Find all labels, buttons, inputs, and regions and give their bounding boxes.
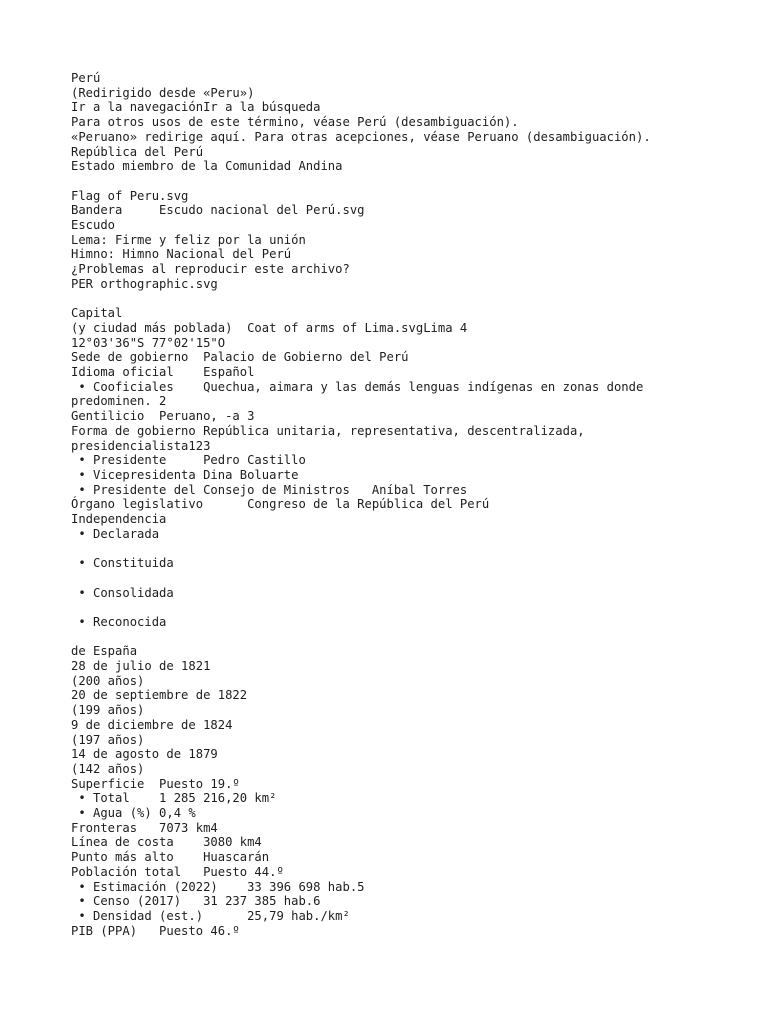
text-line: (Redirigido desde «Peru»)	[71, 85, 255, 100]
text-line: Gentilicio Peruano, -a 3	[71, 409, 255, 424]
text-line: 12°03'36"S 77°02'15"O	[71, 335, 226, 350]
text-line: • Declarada	[71, 526, 160, 541]
text-line: República del Perú	[71, 144, 204, 159]
text-line: • Total 1 285 216,20 km²	[71, 791, 277, 806]
text-line: • Presidente del Consejo de Ministros Aníbal Torres	[71, 482, 468, 497]
text-line: 14 de agosto de 1879	[71, 747, 218, 762]
text-line: • Censo (2017) 31 237 385 hab.6	[71, 894, 321, 909]
text-line: PIB (PPA) Puesto 46.º	[71, 923, 240, 938]
text-line: Sede de gobierno Palacio de Gobierno del Perú	[71, 350, 409, 365]
text-line: ¿Problemas al reproducir este archivo?	[71, 262, 350, 277]
text-line	[71, 571, 751, 586]
text-line	[71, 600, 751, 615]
text-line: Población total Puesto 44.º	[71, 864, 284, 879]
text-line: Perú	[71, 71, 101, 85]
text-line: PER orthographic.svg	[71, 276, 218, 291]
text-line: de España	[71, 644, 138, 659]
text-line: (199 años)	[71, 703, 145, 718]
text-line: Bandera Escudo nacional del Perú.svg	[71, 203, 365, 218]
text-line: Estado miembro de la Comunidad Andina	[71, 159, 343, 174]
text-line: • Presidente Pedro Castillo	[71, 453, 306, 468]
text-line	[71, 630, 751, 645]
text-line: 28 de julio de 1821	[71, 659, 211, 674]
text-line: (142 años)	[71, 761, 145, 776]
text-line: • Constituida	[71, 556, 174, 571]
text-line: (197 años)	[71, 732, 145, 747]
text-line: Idioma oficial Español	[71, 365, 255, 380]
text-line: Forma de gobierno República unitaria, representativa, descentralizada,	[71, 423, 585, 438]
text-line: Lema: Firme y feliz por la unión	[71, 232, 306, 247]
text-line: • Vicepresidenta Dina Boluarte	[71, 467, 299, 482]
text-line: Superficie Puesto 19.º	[71, 776, 240, 791]
text-line: (200 años)	[71, 673, 145, 688]
text-line: Punto más alto Huascarán	[71, 850, 270, 865]
text-line: 9 de diciembre de 1824	[71, 717, 233, 732]
text-line: Para otros usos de este término, véase Perú (desambiguación).	[71, 115, 519, 130]
text-line: Órgano legislativo Congreso de la República del Perú	[71, 497, 490, 512]
text-line: • Consolidada	[71, 585, 174, 600]
text-line	[71, 292, 751, 307]
text-line: • Reconocida	[71, 614, 167, 629]
text-line: Ir a la navegaciónIr a la búsqueda	[71, 100, 321, 115]
text-line: Escudo	[71, 218, 116, 233]
text-line: Flag of Peru.svg	[71, 188, 189, 203]
text-line: • Densidad (est.) 25,79 hab./km²	[71, 908, 350, 923]
text-line: 20 de septiembre de 1822	[71, 688, 248, 703]
text-line	[71, 541, 751, 556]
text-line	[71, 174, 751, 189]
text-line: «Peruano» redirige aquí. Para otras acepciones, véase Peruano (desambiguación).	[71, 129, 651, 144]
text-line: • Cooficiales Quechua, aimara y las demás lenguas indígenas en zonas donde	[71, 379, 644, 394]
text-line: (y ciudad más poblada) Coat of arms of Lima.svgLima 4	[71, 320, 468, 335]
document-text	[71, 71, 751, 938]
text-line: Línea de costa 3080 km4	[71, 835, 262, 850]
text-line: predominen. 2	[71, 394, 167, 409]
text-line: Capital	[71, 306, 123, 321]
text-line: presidencialista123	[71, 438, 211, 453]
text-line: Fronteras 7073 km4	[71, 820, 218, 835]
text-line: • Agua (%) 0,4 %	[71, 806, 196, 821]
text-line: • Estimación (2022) 33 396 698 hab.5	[71, 879, 365, 894]
text-line: Himno: Himno Nacional del Perú	[71, 247, 292, 262]
text-line: Independencia	[71, 512, 167, 527]
